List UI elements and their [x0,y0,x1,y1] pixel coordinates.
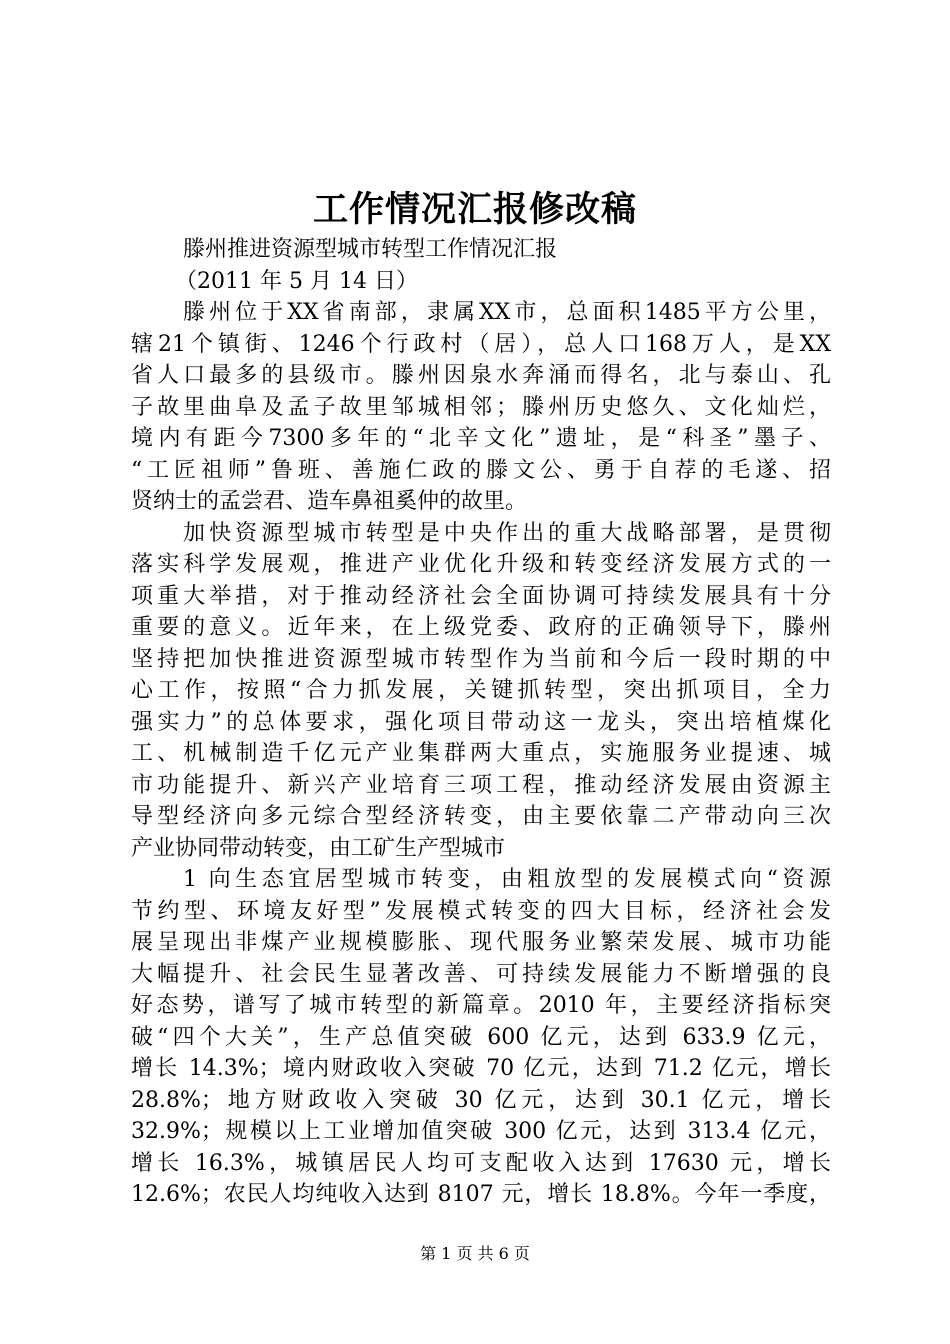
paragraph-line: 导型经济向多元综合型经济转变，由主要依靠二产带动向三次 [131,804,831,829]
paragraph-line: 辖21个镇街、1246个行政村（居），总人口168万人，是XX [131,331,831,357]
paragraph-line: 省人口最多的县级市。滕州因泉水奔涌而得名，北与泰山、孔 [131,363,831,388]
paragraph-line: “工匠祖师”鲁班、善施仁政的滕文公、勇于自荐的毛遂、招 [131,457,831,483]
paragraph-line: 加快资源型城市转型是中央作出的重大战略部署，是贯彻 [183,520,831,546]
paragraph-line: 28.8%；地方财政收入突破 30 亿元，达到 30.1 亿元，增长 [131,1087,831,1113]
paragraph-line: 工、机械制造千亿元产业集群两大重点，实施服务业提速、城 [131,741,831,766]
subtitle-line: 滕州推进资源型城市转型工作情况汇报 [183,237,558,262]
paragraph-line: 增长 14.3%；境内财政收入突破 70 亿元，达到 71.2 亿元，增长 [131,1056,831,1081]
paragraph-line: 12.6%；农民人均纯收入达到 8107 元，增长 18.8%。今年一季度， [131,1182,831,1207]
paragraph-line: 32.9%；规模以上工业增加值突破 300 亿元，达到 313.4 亿元， [131,1119,831,1144]
paragraph-line: 落实科学发展观，推进产业优化升级和转变经济发展方式的一 [131,552,831,577]
date-line: （2011 年 5 月 14 日） [175,268,418,294]
paragraph-line: 好态势，谱写了城市转型的新篇章。2010 年，主要经济指标突 [131,993,831,1018]
paragraph-line: 项重大举措，对于推动经济社会全面协调可持续发展具有十分 [131,583,831,609]
paragraph-line: 心工作，按照“合力抓发展，关键抓转型，突出抓项目，全力 [131,678,831,703]
paragraph-line: 破“四个大关”，生产总值突破 600 亿元，达到 633.9 亿元， [131,1024,831,1050]
document-title: 工作情况汇报修改稿 [312,189,637,230]
document-body [131,234,831,1211]
paragraph-line: 节约型、环境友好型”发展模式转变的四大目标，经济社会发 [131,898,831,924]
paragraph-line: 境内有距今7300多年的“北辛文化”遗址，是“科圣”墨子、 [131,426,831,451]
paragraph-line: 1 向生态宜居型城市转变，由粗放型的发展模式向“资源 [183,867,831,892]
paragraph-line: 强实力”的总体要求，强化项目带动这一龙头，突出培植煤化 [131,709,831,735]
paragraph-line: 坚持把加快推进资源型城市转型作为当前和今后一段时期的中 [131,646,831,672]
paragraph-line: 增长 16.3%，城镇居民人均可支配收入达到 17630 元，增长 [131,1150,831,1176]
paragraph-line: 滕州位于XX省南部，隶属XX市，总面积1485平方公里， [183,300,831,325]
paragraph-line: 子故里曲阜及孟子故里邹城相邻；滕州历史悠久、文化灿烂， [131,394,831,420]
paragraph-line: 市功能提升、新兴产业培育三项工程，推动经济发展由资源主 [131,772,831,798]
paragraph-line: 重要的意义。近年来，在上级党委、政府的正确领导下，滕州 [131,615,831,640]
paragraph-line: 展呈现出非煤产业规模膨胀、现代服务业繁荣发展、城市功能 [131,930,831,955]
paragraph-line: 贤纳士的孟尝君、造车鼻祖奚仲的故里。 [131,489,528,514]
paragraph-line: 产业协同带动转变，由工矿生产型城市 [131,835,506,861]
paragraph-line: 大幅提升、社会民生显著改善、可持续发展能力不断增强的良 [131,961,831,987]
page-footer: 第 1 页 共 6 页 [420,1244,530,1263]
